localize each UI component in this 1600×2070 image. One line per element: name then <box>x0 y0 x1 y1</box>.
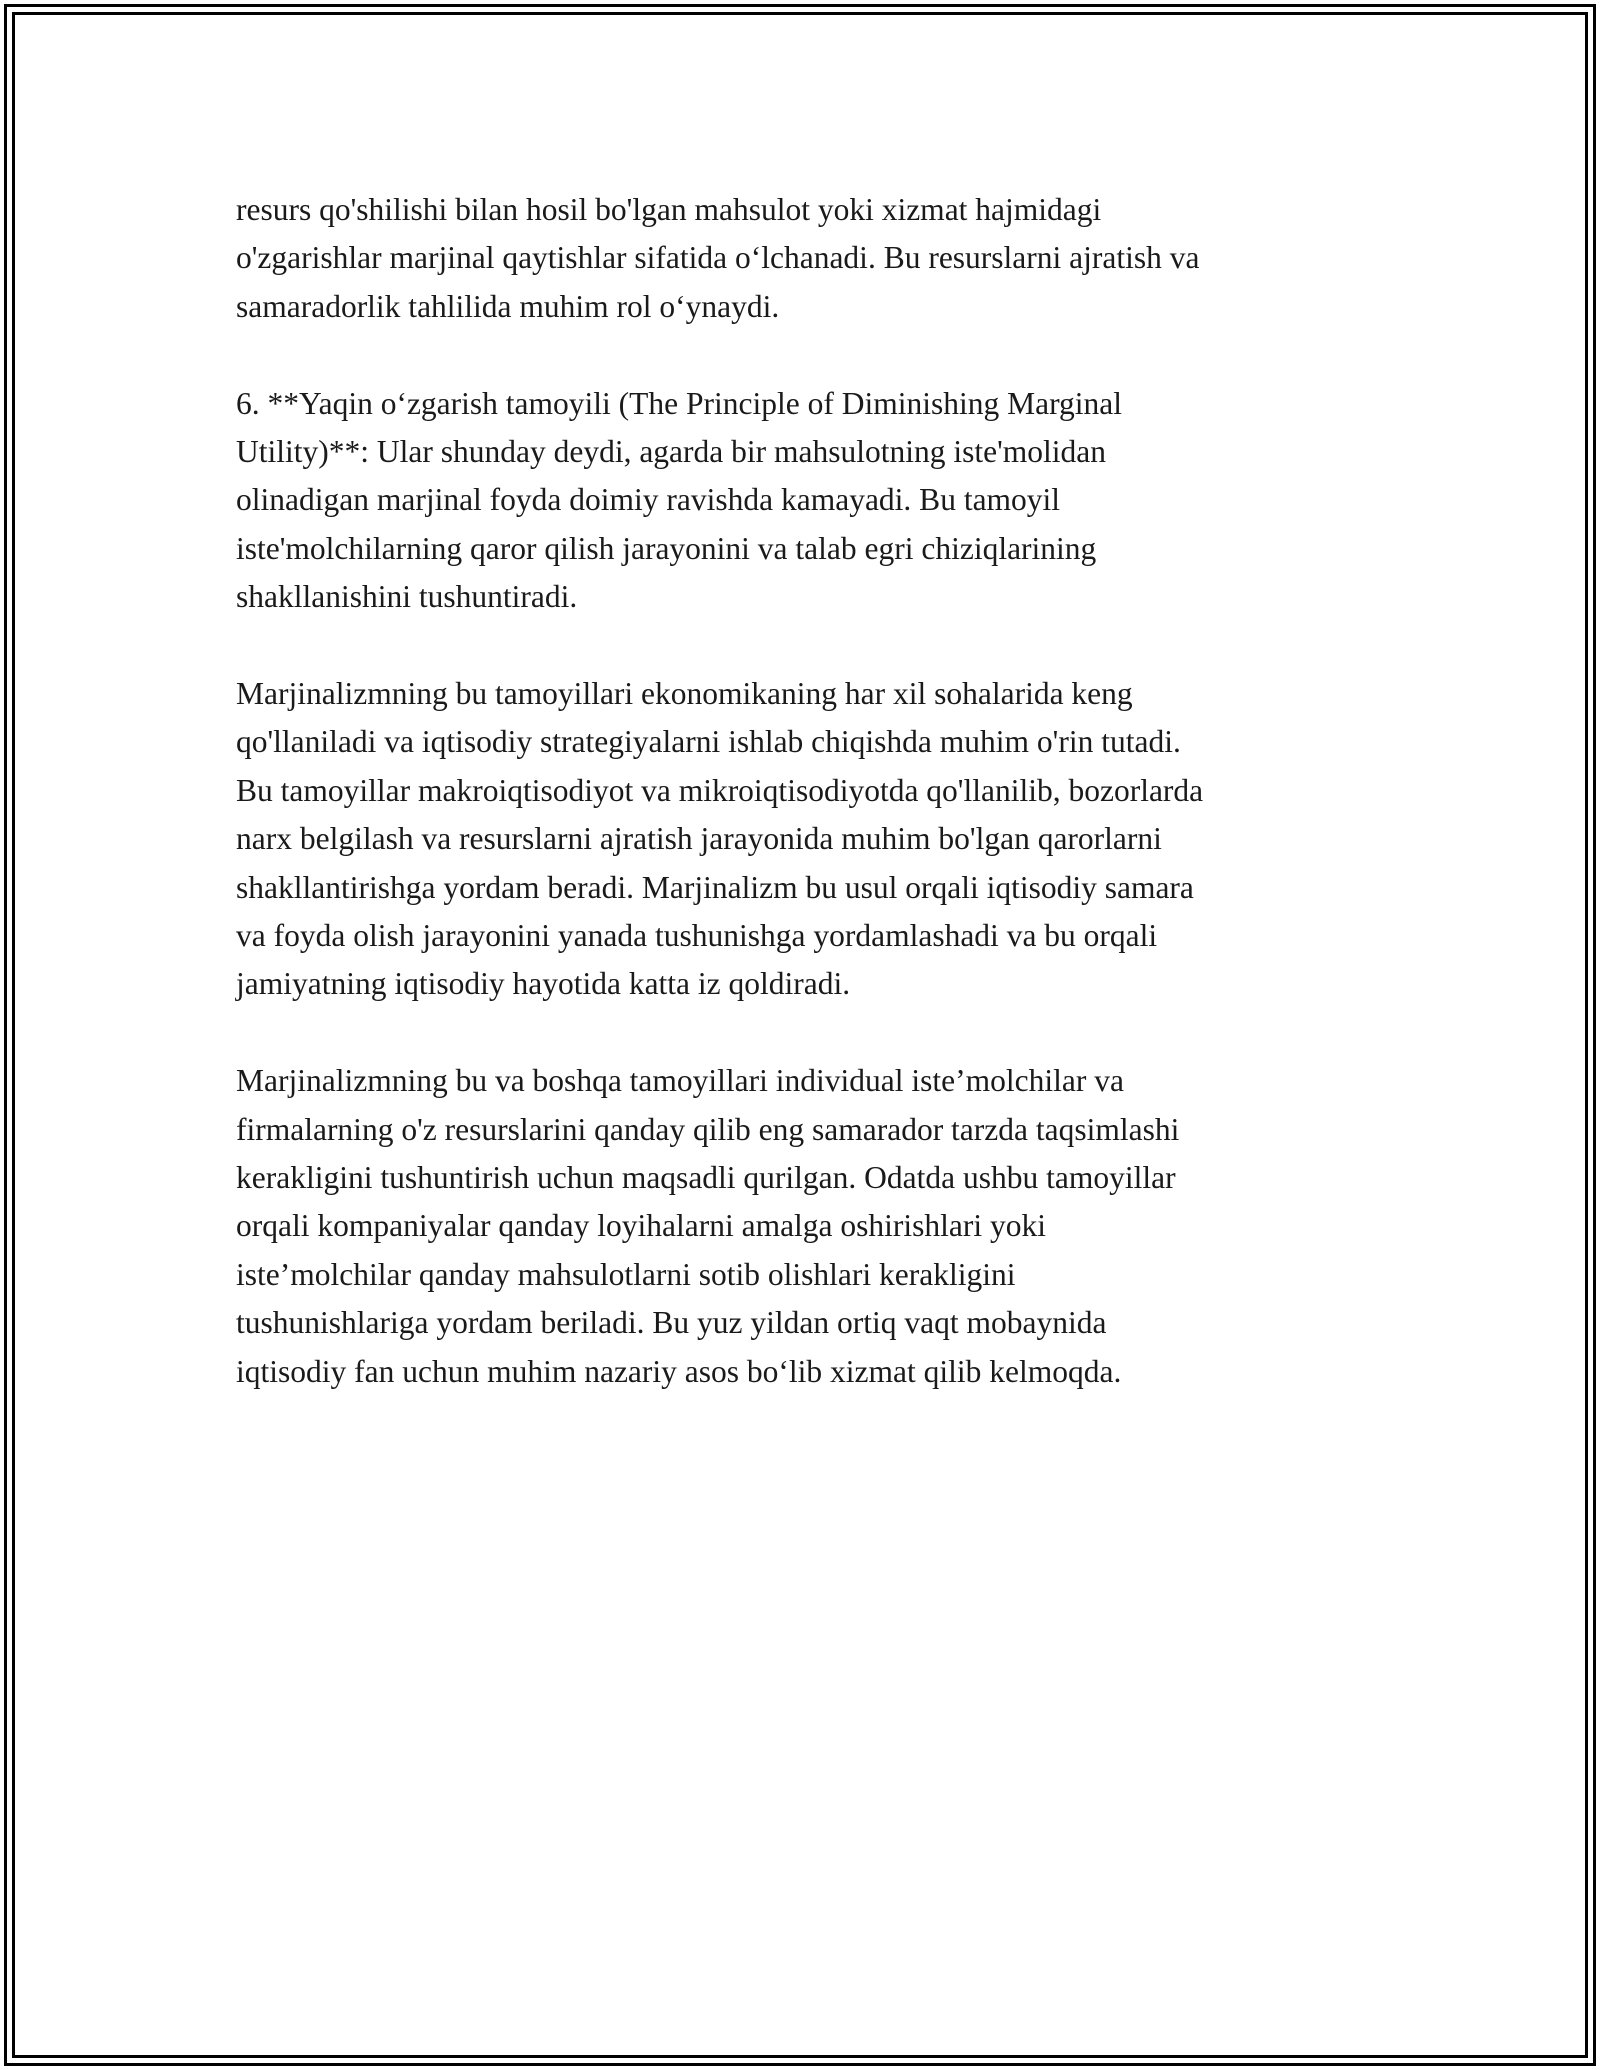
paragraph-marginalism-applications: Marjinalizmning bu tamoyillari ekonomikaning har xil sohalarida keng qo'llaniladi va iqtisodiy strategiyalarni ishlab chiqishda muhim o'rin tutadi. Bu tamoyillar makroiqtisodiyot va mikroiqtisodiyotda qo'llanilib, bozorlarda narx belgilash va resurslarni ajratish jarayonida muhim bo'lgan qarorlarni shakllantirishga yordam beradi. Marjinalizm bu usul orqali iqtisodiy samara va foyda olish jarayonini yanada tushunishga yordamlashadi va bu orqali jamiyatning iqtisodiy hayotida katta iz qoldiradi. <box>236 676 1204 1002</box>
paragraph-marginalism-conclusion: Marjinalizmning bu va boshqa tamoyillari individual iste’molchilar va firmalarning o'z resurslarini qanday qilib eng samarador tarzda taqsimlashi kerakligini tushuntirish uchun maqsadli qurilgan. Odatda ushbu tamoyillar orqali kompaniyalar qanday loyihalarni amalga oshirishlari yoki iste’molchilar qanday mahsulotlarni sotib olishlari kerakligini tushunishlariga yordam beriladi. Bu yuz yildan ortiq vaqt mobaynida iqtisodiy fan uchun muhim nazariy asos bo‘lib xizmat qilib kelmoqda. <box>236 1063 1180 1389</box>
document-body <box>236 186 1366 1445</box>
paragraph-marginal-returns: resurs qo'shilishi bilan hosil bo'lgan mahsulot yoki xizmat hajmidagi o'zgarishlar marjinal qaytishlar sifatida o‘lchanadi. Bu resurslarni ajratish va samaradorlik tahlilida muhim rol o‘ynaydi. <box>236 192 1200 324</box>
paragraph-diminishing-marginal-utility: 6. **Yaqin o‘zgarish tamoyili (The Principle of Diminishing Marginal Utility)**: Ular shunday deydi, agarda bir mahsulotning iste'molidan olinadigan marjinal foyda doimiy ravishda kamayadi. Bu tamoyil iste'molchilarning qaror qilish jarayonini va talab egri chiziqlarining shakllanishini tushuntiradi. <box>236 385 1122 615</box>
